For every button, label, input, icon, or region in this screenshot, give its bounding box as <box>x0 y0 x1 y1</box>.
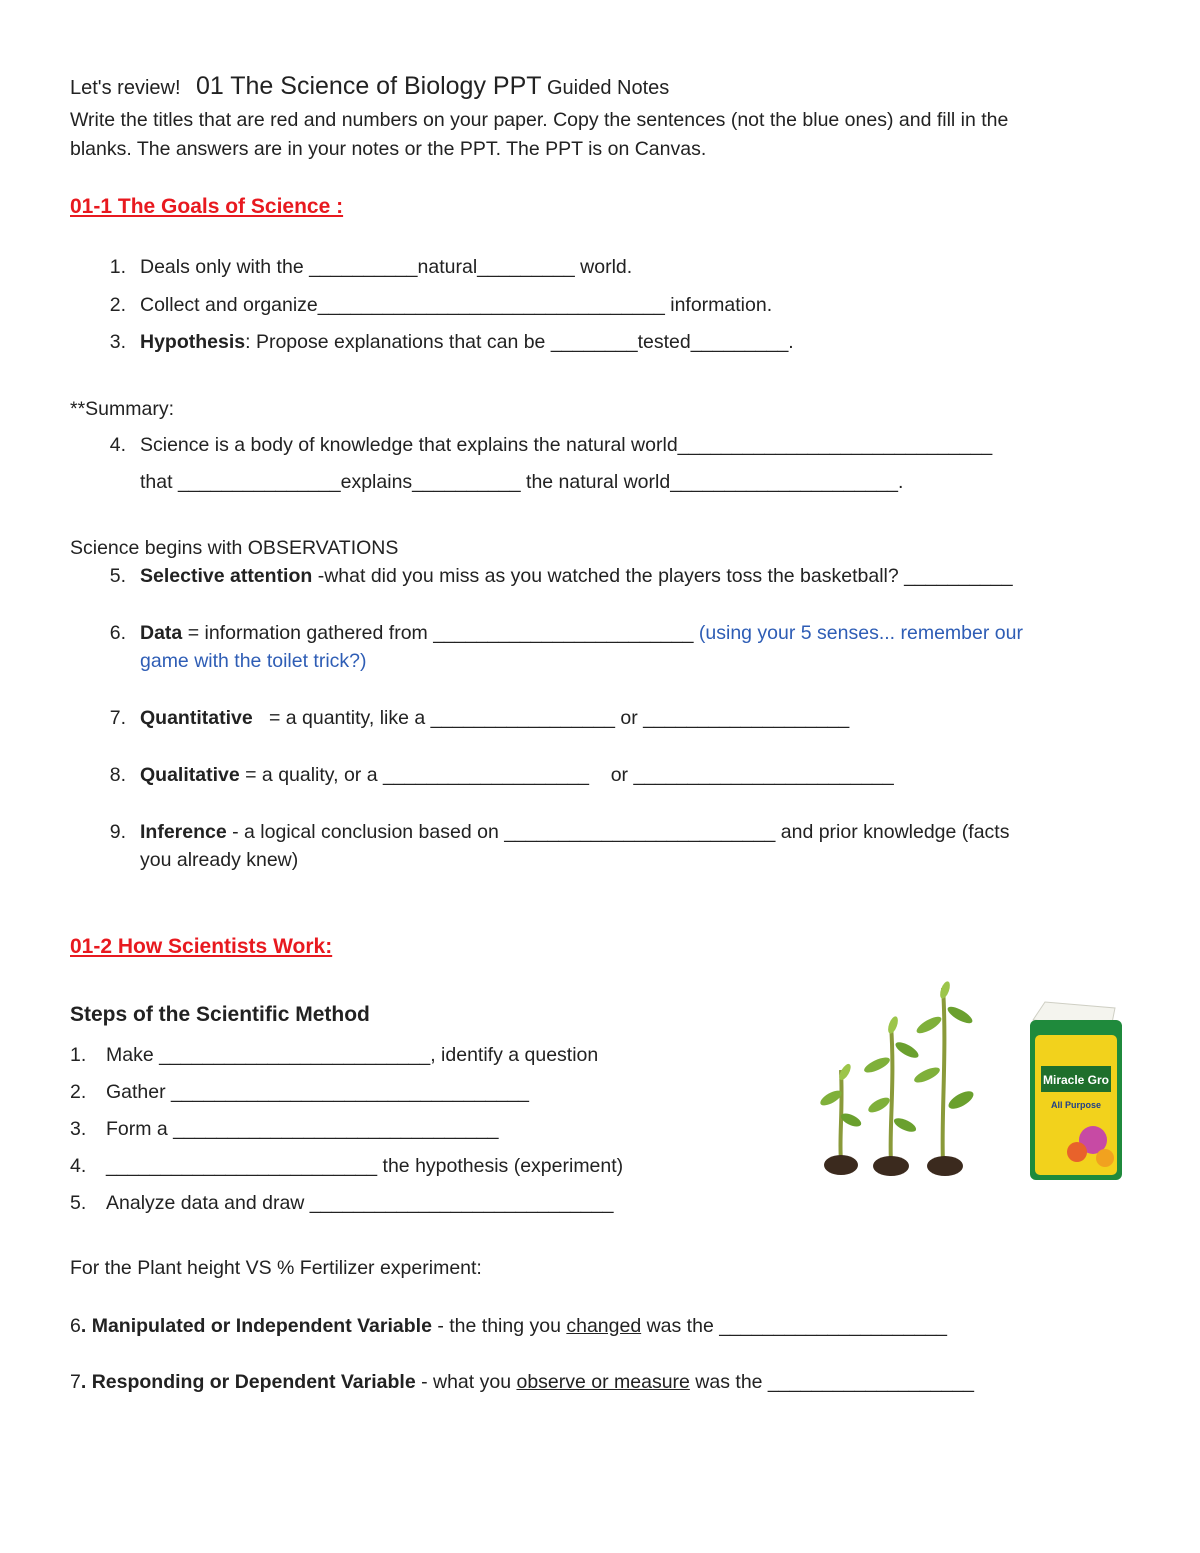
section2-heading: 01-2 How Scientists Work: <box>70 935 333 958</box>
list-item: 9. Inference - a logical conclusion based on _________________________ and prior knowledge (facts <box>109 821 1010 843</box>
step-item: 3. Form a ______________________________ <box>70 1118 499 1140</box>
title-line <box>70 72 669 101</box>
list-item: 1. Deals only with the __________natural_________ world. <box>109 256 633 278</box>
variable-item: 6. Manipulated or Independent Variable - the thing you changed was the _____________________ <box>70 1315 947 1337</box>
section1-heading: 01-1 The Goals of Science : <box>70 195 344 218</box>
list-item: 3. Hypothesis: Propose explanations that can be ________tested_________. <box>109 331 794 353</box>
variable-item: 7. Responding or Dependent Variable - what you observe or measure was the ___________________ <box>70 1371 974 1393</box>
instructions-line-2: blanks. The answers are in your notes or the PPT. The PPT is on Canvas. <box>70 138 707 160</box>
steps-heading: Steps of the Scientific Method <box>70 1003 370 1026</box>
observations-label: Science begins with OBSERVATIONS <box>70 537 399 559</box>
list-item: 4. Science is a body of knowledge that explains the natural world_____________________________ <box>109 434 993 456</box>
list-item: 5. Selective attention -what did you miss as you watched the players toss the basketball? __________ <box>109 565 1013 587</box>
step-item: 4. _________________________ the hypothesis (experiment) <box>70 1155 624 1177</box>
page-title: 01 The Science of Biology PPT <box>195 72 542 100</box>
step-item: 5. Analyze data and draw ____________________________ <box>70 1192 614 1214</box>
seedling-medium <box>862 1015 921 1176</box>
list-item-continuation: that _______________explains__________ the natural world_____________________. <box>140 471 904 493</box>
seedling-small <box>818 1062 863 1175</box>
fertilizer-sub-text: All Purpose <box>1051 1100 1102 1110</box>
instructions-line-1: Write the titles that are red and numbers on your paper. Copy the sentences (not the blue ones) and fill in the <box>70 109 1009 131</box>
list-item: 8. Qualitative = a quality, or a ___________________ or ________________________ <box>109 764 894 786</box>
fertilizer-brand-text: Miracle Gro <box>1042 1073 1110 1087</box>
seedling-tall <box>912 980 976 1176</box>
step-item: 2. Gather _________________________________ <box>70 1081 529 1103</box>
guided-notes-label: Guided Notes <box>546 77 670 99</box>
list-item-continuation: game with the toilet trick?) <box>140 650 367 672</box>
plants-fertilizer-illustration <box>815 980 1135 1185</box>
list-item: 6. Data = information gathered from ________________________ (using your 5 senses... remember our <box>109 622 1023 644</box>
fertilizer-box <box>1030 1002 1122 1180</box>
experiment-label: For the Plant height VS % Fertilizer experiment: <box>70 1257 482 1279</box>
list-item: 7. Quantitative = a quantity, like a _________________ or ___________________ <box>109 707 850 729</box>
summary-label: **Summary: <box>70 398 175 420</box>
list-item-continuation: you already knew) <box>140 849 299 871</box>
lets-review: Let's review! <box>70 77 181 99</box>
step-item: 1. Make _________________________, identify a question <box>70 1044 599 1066</box>
list-item: 2. Collect and organize________________________________ information. <box>109 294 773 316</box>
